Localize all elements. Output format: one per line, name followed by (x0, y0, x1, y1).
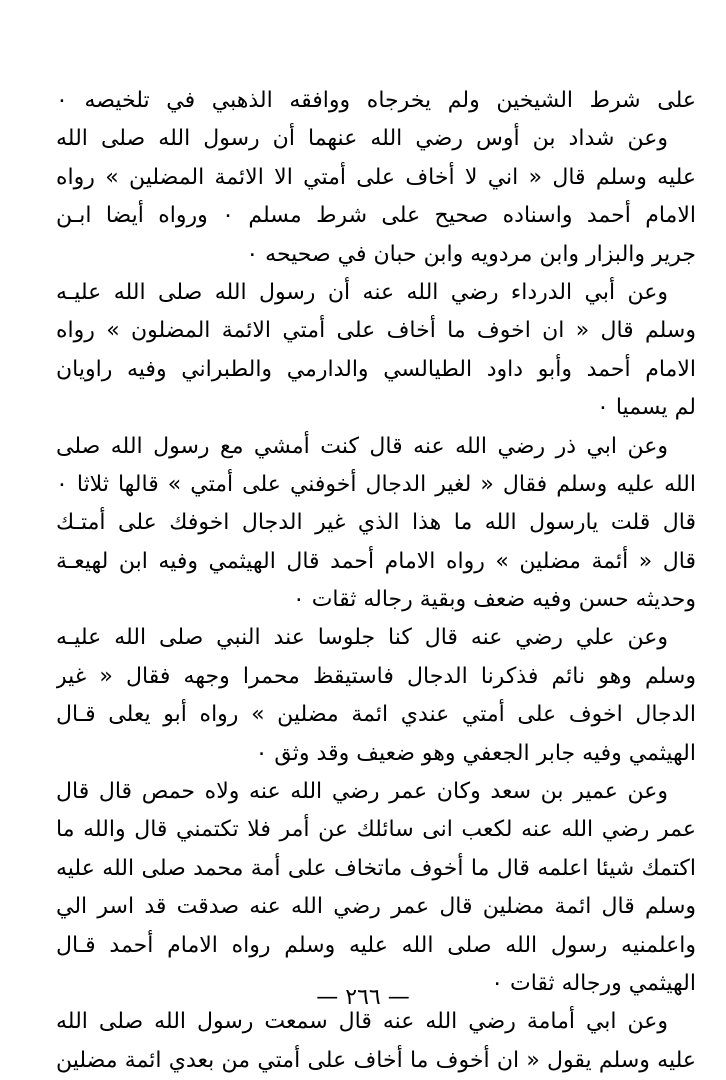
paragraph-start-line: وعن عمير بن سعد وكان عمر رضي الله عنه ولاه حمص قال قال (56, 779, 668, 805)
text-line: اكتمك شيئا اعلمه قال ما أخوف ماتخاف على أمة محمد صلى الله عليه (56, 855, 696, 881)
paragraph-end-line: جرير والبزار وابن مردويه وابن حبان في صحيحه ٠ (246, 241, 696, 267)
text-line: عليه وسلم يقول « ان أخوف ما أخاف على أمتي من بعدي ائمة مضلين (56, 1047, 696, 1073)
paragraph-end-line: الهيثمي ورجاله ثقات ٠ (491, 970, 696, 996)
text-line: الامام أحمد وأبو داود الطيالسي والدارمي والطبراني وفيه راويان (56, 356, 696, 382)
text-line: واعلمنيه رسول الله صلى الله عليه وسلم رواه الامام أحمد قـال (56, 932, 696, 958)
page-number: — ٢٦٦ — (316, 985, 410, 1010)
paragraph-start-line: وعن ابي أمامة رضي الله عنه قال سمعت رسول الله صلى الله (56, 1009, 668, 1035)
paragraph-end-line: لم يسميا ٠ (597, 395, 696, 421)
paragraph-start-line: وعن علي رضي عنه قال كنا جلوسا عند النبي صلى الله عليـه (56, 625, 668, 651)
paragraph-start-line: وعن ابي ذر رضي الله عنه قال كنت أمشي مع رسول الله صلى (56, 433, 668, 459)
paragraph-end-line: الهيثمي وفيه جابر الجعفي وهو ضعيف وقد وثق ٠ (255, 740, 696, 766)
paragraph-start-line: وعن شداد بن أوس رضي الله عنهما أن رسول الله صلى الله (56, 126, 668, 152)
text-line: وسلم وهو نائم فذكرنا الدجال فاستيقظ محمرا وجهه فقال « غير (56, 663, 696, 689)
text-line: عليه وسلم قال « اني لا أخاف على أمتي الا الائمة المضلين » رواه (56, 164, 696, 190)
text-line: قال قلت يارسول الله ما هذا الذي غير الدجال اخوفك على أمتـك (56, 510, 696, 536)
text-line: الدجال اخوف على أمتي عندي ائمة مضلين » رواه أبو يعلى قـال (56, 702, 696, 728)
paragraph-start-line: وعن أبي الدرداء رضي الله عنه أن رسول الله صلى الله عليـه (56, 279, 668, 305)
body-text (56, 82, 696, 1080)
text-line: وسلم قال ائمة مضلين قال عمر رضي الله عنه صدقت قد اسر الي (56, 894, 696, 920)
paragraph-end-line: وحديثه حسن وفيه ضعف وبقية رجاله ثقات ٠ (292, 587, 696, 613)
text-line: الامام أحمد واسناده صحيح على شرط مسلم ٠ ورواه أيضا ابـن (56, 203, 696, 229)
text-line: وسلم قال « ان اخوف ما أخاف على أمتي الائمة المضلون » رواه (56, 318, 696, 344)
text-line: الله عليه وسلم فقال « لغير الدجال أخوفني على أمتي » قالها ثلاثا ٠ (56, 471, 696, 497)
text-line: عمر رضي الله عنه لكعب انى سائلك عن أمر فلا تكتمني قال والله ما (56, 817, 696, 843)
text-line: قال « أئمة مضلين » رواه الامام أحمد قال الهيثمي وفيه ابن لهيعـة (56, 548, 696, 574)
text-line: على شرط الشيخين ولم يخرجاه ووافقه الذهبي في تلخيصه ٠ (56, 88, 696, 113)
